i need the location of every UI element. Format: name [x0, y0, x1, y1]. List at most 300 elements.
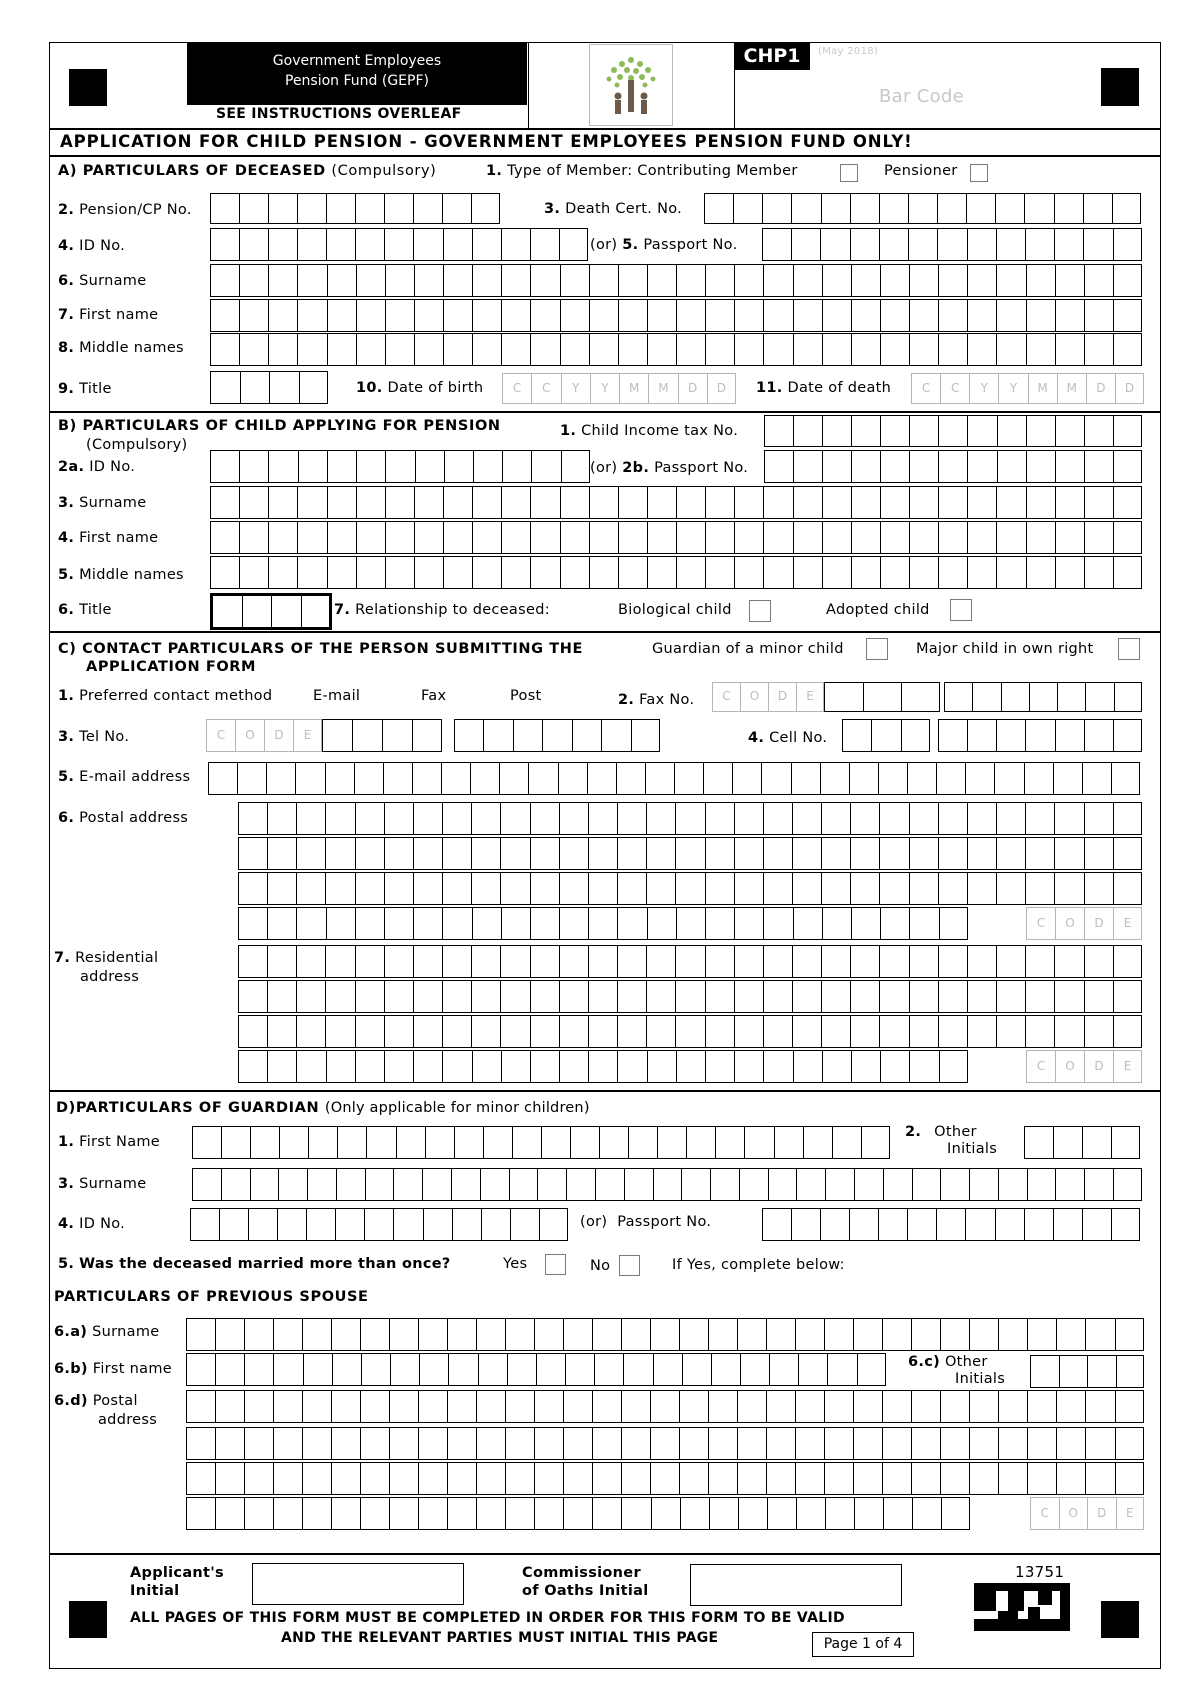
- char-cell[interactable]: [481, 1208, 510, 1241]
- char-cell[interactable]: [299, 371, 329, 404]
- char-cell[interactable]: [589, 264, 618, 297]
- char-cell[interactable]: [355, 945, 384, 978]
- char-cell[interactable]: [880, 486, 909, 519]
- char-cell[interactable]: [302, 1390, 331, 1423]
- char-cell[interactable]: [327, 556, 356, 589]
- char-cell[interactable]: [537, 1168, 566, 1201]
- char-cell[interactable]: O: [740, 682, 768, 712]
- char-cell[interactable]: [273, 1497, 302, 1530]
- char-cell[interactable]: [297, 333, 326, 366]
- char-cell[interactable]: O: [1055, 1050, 1084, 1083]
- char-cell[interactable]: [244, 1318, 273, 1351]
- char-cell[interactable]: [530, 1050, 559, 1083]
- char-cell[interactable]: [879, 802, 908, 835]
- char-cell[interactable]: [530, 872, 559, 905]
- char-cell[interactable]: [796, 1168, 825, 1201]
- char-cell[interactable]: [996, 1015, 1025, 1048]
- char-cell[interactable]: [239, 556, 268, 589]
- char-cell[interactable]: [273, 1353, 302, 1386]
- spouse-postal-address-line2-field[interactable]: [186, 1427, 1144, 1460]
- char-cell[interactable]: [705, 837, 734, 870]
- char-cell[interactable]: [880, 521, 909, 554]
- char-cell[interactable]: [210, 486, 239, 519]
- char-cell[interactable]: [483, 1126, 512, 1159]
- char-cell[interactable]: [1025, 719, 1054, 752]
- char-cell[interactable]: [647, 1050, 676, 1083]
- char-cell[interactable]: [938, 1015, 967, 1048]
- char-cell[interactable]: [418, 1318, 447, 1351]
- char-cell[interactable]: [1084, 450, 1113, 483]
- char-cell[interactable]: [850, 1015, 879, 1048]
- char-cell[interactable]: [879, 837, 908, 870]
- char-cell[interactable]: [763, 333, 792, 366]
- char-cell[interactable]: [414, 556, 443, 589]
- char-cell[interactable]: [1113, 802, 1142, 835]
- fax-code-field[interactable]: [712, 682, 824, 712]
- char-cell[interactable]: [425, 1126, 454, 1159]
- char-cell[interactable]: [851, 299, 880, 332]
- char-cell[interactable]: C: [1026, 1050, 1055, 1083]
- char-cell[interactable]: [268, 193, 297, 224]
- char-cell[interactable]: [1056, 1390, 1085, 1423]
- char-cell[interactable]: [337, 1126, 366, 1159]
- char-cell[interactable]: [766, 1318, 795, 1351]
- char-cell[interactable]: [530, 945, 559, 978]
- char-cell[interactable]: [842, 719, 871, 752]
- char-cell[interactable]: [1115, 1462, 1144, 1495]
- char-cell[interactable]: [360, 1427, 389, 1460]
- char-cell[interactable]: [705, 1015, 734, 1048]
- char-cell[interactable]: [588, 872, 617, 905]
- char-cell[interactable]: [996, 719, 1025, 752]
- char-cell[interactable]: [705, 299, 734, 332]
- char-cell[interactable]: [327, 264, 356, 297]
- char-cell[interactable]: [1056, 1427, 1085, 1460]
- char-cell[interactable]: [883, 1497, 912, 1530]
- married-yes-checkbox[interactable]: [545, 1254, 566, 1275]
- char-cell[interactable]: [563, 1462, 592, 1495]
- char-cell[interactable]: [967, 945, 996, 978]
- char-cell[interactable]: [967, 556, 996, 589]
- char-cell[interactable]: [238, 802, 267, 835]
- char-cell[interactable]: [878, 1208, 907, 1241]
- char-cell[interactable]: [361, 1353, 390, 1386]
- char-cell[interactable]: [676, 556, 705, 589]
- char-cell[interactable]: [1084, 556, 1113, 589]
- char-cell[interactable]: [239, 486, 268, 519]
- char-cell[interactable]: [657, 1126, 686, 1159]
- char-cell[interactable]: [534, 1497, 563, 1530]
- char-cell[interactable]: [385, 450, 414, 483]
- char-cell[interactable]: [938, 264, 967, 297]
- char-cell[interactable]: [499, 762, 528, 795]
- char-cell[interactable]: [617, 907, 646, 940]
- char-cell[interactable]: [734, 556, 763, 589]
- char-cell[interactable]: [364, 1208, 393, 1241]
- child-first-name-field[interactable]: [210, 521, 1142, 554]
- char-cell[interactable]: [909, 837, 938, 870]
- char-cell[interactable]: [302, 1497, 331, 1530]
- char-cell[interactable]: [646, 802, 675, 835]
- char-cell[interactable]: [250, 1126, 279, 1159]
- char-cell[interactable]: [384, 1015, 413, 1048]
- char-cell[interactable]: [647, 333, 676, 366]
- char-cell[interactable]: [675, 980, 704, 1013]
- char-cell[interactable]: [882, 1462, 911, 1495]
- char-cell[interactable]: [1053, 1208, 1082, 1241]
- char-cell[interactable]: [734, 521, 763, 554]
- char-cell[interactable]: [908, 193, 937, 224]
- char-cell[interactable]: [588, 907, 617, 940]
- char-cell[interactable]: [820, 1208, 849, 1241]
- char-cell[interactable]: [793, 299, 822, 332]
- char-cell[interactable]: [250, 1168, 279, 1201]
- char-cell[interactable]: [880, 299, 909, 332]
- char-cell[interactable]: [296, 872, 325, 905]
- char-cell[interactable]: [588, 1015, 617, 1048]
- char-cell[interactable]: [302, 1318, 331, 1351]
- char-cell[interactable]: [500, 1015, 529, 1048]
- char-cell[interactable]: [1055, 415, 1084, 447]
- char-cell[interactable]: [1085, 1318, 1114, 1351]
- char-cell[interactable]: [679, 1427, 708, 1460]
- char-cell[interactable]: [413, 1015, 442, 1048]
- char-cell[interactable]: [221, 1168, 250, 1201]
- char-cell[interactable]: [476, 1390, 505, 1423]
- char-cell[interactable]: [994, 762, 1023, 795]
- char-cell[interactable]: [559, 872, 588, 905]
- commissioner-initial-box[interactable]: [690, 1564, 902, 1606]
- char-cell[interactable]: [442, 1050, 471, 1083]
- child-passport-number-field[interactable]: [764, 450, 1142, 483]
- char-cell[interactable]: [443, 486, 472, 519]
- char-cell[interactable]: [273, 1390, 302, 1423]
- char-cell[interactable]: [592, 1427, 621, 1460]
- char-cell[interactable]: [1114, 682, 1142, 712]
- char-cell[interactable]: [822, 299, 851, 332]
- char-cell[interactable]: [618, 299, 647, 332]
- char-cell[interactable]: [501, 907, 530, 940]
- postal-address-line1-field[interactable]: [238, 802, 1142, 835]
- char-cell[interactable]: [560, 299, 589, 332]
- char-cell[interactable]: [302, 1427, 331, 1460]
- char-cell[interactable]: [296, 1015, 325, 1048]
- char-cell[interactable]: [326, 228, 355, 261]
- char-cell[interactable]: [967, 521, 996, 554]
- char-cell[interactable]: [413, 228, 442, 261]
- char-cell[interactable]: [589, 486, 618, 519]
- char-cell[interactable]: [882, 1390, 911, 1423]
- char-cell[interactable]: [1113, 872, 1142, 905]
- char-cell[interactable]: [212, 595, 242, 628]
- char-cell[interactable]: [413, 872, 442, 905]
- char-cell[interactable]: [911, 1390, 940, 1423]
- char-cell[interactable]: [1025, 945, 1054, 978]
- char-cell[interactable]: [1082, 762, 1111, 795]
- char-cell[interactable]: [471, 1015, 500, 1048]
- char-cell[interactable]: [763, 837, 792, 870]
- char-cell[interactable]: [997, 415, 1026, 447]
- char-cell[interactable]: Y: [998, 373, 1027, 404]
- char-cell[interactable]: [1026, 333, 1055, 366]
- char-cell[interactable]: [365, 1168, 394, 1201]
- char-cell[interactable]: [938, 872, 967, 905]
- char-cell[interactable]: [766, 1427, 795, 1460]
- char-cell[interactable]: [297, 193, 326, 224]
- char-cell[interactable]: [447, 1462, 476, 1495]
- char-cell[interactable]: [355, 802, 384, 835]
- char-cell[interactable]: [1055, 521, 1084, 554]
- char-cell[interactable]: [737, 1462, 766, 1495]
- char-cell[interactable]: [618, 556, 647, 589]
- char-cell[interactable]: [384, 945, 413, 978]
- char-cell[interactable]: [325, 945, 354, 978]
- char-cell[interactable]: O: [1059, 1497, 1088, 1530]
- char-cell[interactable]: [501, 299, 530, 332]
- char-cell[interactable]: [1084, 872, 1113, 905]
- char-cell[interactable]: [680, 1497, 709, 1530]
- char-cell[interactable]: [215, 1427, 244, 1460]
- char-cell[interactable]: [911, 1462, 940, 1495]
- char-cell[interactable]: M: [648, 373, 677, 404]
- char-cell[interactable]: [909, 1050, 938, 1083]
- char-cell[interactable]: [501, 556, 530, 589]
- char-cell[interactable]: [821, 802, 850, 835]
- char-cell[interactable]: [501, 521, 530, 554]
- char-cell[interactable]: [861, 1126, 890, 1159]
- char-cell[interactable]: M: [1057, 373, 1086, 404]
- char-cell[interactable]: M: [619, 373, 648, 404]
- char-cell[interactable]: [385, 521, 414, 554]
- char-cell[interactable]: [967, 486, 996, 519]
- char-cell[interactable]: [763, 872, 792, 905]
- char-cell[interactable]: [384, 228, 413, 261]
- char-cell[interactable]: [909, 333, 938, 366]
- char-cell[interactable]: [513, 719, 542, 752]
- char-cell[interactable]: [791, 1208, 820, 1241]
- char-cell[interactable]: [824, 1462, 853, 1495]
- char-cell[interactable]: [1026, 264, 1055, 297]
- char-cell[interactable]: [476, 1318, 505, 1351]
- char-cell[interactable]: [1113, 1015, 1142, 1048]
- char-cell[interactable]: [1025, 1015, 1054, 1048]
- char-cell[interactable]: C: [502, 373, 531, 404]
- char-cell[interactable]: [530, 980, 559, 1013]
- char-cell[interactable]: [880, 264, 909, 297]
- char-cell[interactable]: [996, 333, 1025, 366]
- char-cell[interactable]: [559, 1015, 588, 1048]
- char-cell[interactable]: [617, 872, 646, 905]
- char-cell[interactable]: [939, 907, 968, 940]
- char-cell[interactable]: [472, 264, 501, 297]
- char-cell[interactable]: [1027, 1318, 1056, 1351]
- char-cell[interactable]: [588, 837, 617, 870]
- char-cell[interactable]: [331, 1427, 360, 1460]
- char-cell[interactable]: [996, 299, 1025, 332]
- char-cell[interactable]: [675, 872, 704, 905]
- char-cell[interactable]: Y: [590, 373, 619, 404]
- char-cell[interactable]: [849, 1208, 878, 1241]
- deceased-passport-number-field[interactable]: [762, 228, 1142, 261]
- char-cell[interactable]: [530, 907, 559, 940]
- char-cell[interactable]: [1085, 1390, 1114, 1423]
- char-cell[interactable]: [909, 802, 938, 835]
- char-cell[interactable]: [995, 1208, 1024, 1241]
- char-cell[interactable]: [650, 1462, 679, 1495]
- char-cell[interactable]: [297, 521, 326, 554]
- char-cell[interactable]: [221, 1126, 250, 1159]
- char-cell[interactable]: [307, 1168, 336, 1201]
- char-cell[interactable]: [705, 872, 734, 905]
- char-cell[interactable]: [530, 1015, 559, 1048]
- char-cell[interactable]: [413, 980, 442, 1013]
- char-cell[interactable]: [882, 1318, 911, 1351]
- char-cell[interactable]: [443, 264, 472, 297]
- char-cell[interactable]: [938, 980, 967, 1013]
- char-cell[interactable]: [384, 907, 413, 940]
- char-cell[interactable]: [500, 872, 529, 905]
- char-cell[interactable]: [480, 1168, 509, 1201]
- char-cell[interactable]: [705, 333, 734, 366]
- char-cell[interactable]: [822, 486, 851, 519]
- char-cell[interactable]: [563, 1390, 592, 1423]
- char-cell[interactable]: [793, 415, 822, 447]
- char-cell[interactable]: [940, 1390, 969, 1423]
- char-cell[interactable]: [795, 1390, 824, 1423]
- char-cell[interactable]: [472, 228, 501, 261]
- char-cell[interactable]: [447, 1427, 476, 1460]
- char-cell[interactable]: [442, 980, 471, 1013]
- char-cell[interactable]: [883, 1168, 912, 1201]
- char-cell[interactable]: [355, 1015, 384, 1048]
- char-cell[interactable]: [911, 1318, 940, 1351]
- char-cell[interactable]: [418, 1497, 447, 1530]
- char-cell[interactable]: [851, 415, 880, 447]
- char-cell[interactable]: [774, 1126, 803, 1159]
- char-cell[interactable]: [854, 1497, 883, 1530]
- char-cell[interactable]: [418, 1427, 447, 1460]
- char-cell[interactable]: [325, 1015, 354, 1048]
- char-cell[interactable]: [268, 299, 297, 332]
- char-cell[interactable]: [589, 299, 618, 332]
- char-cell[interactable]: [793, 907, 822, 940]
- char-cell[interactable]: [820, 762, 849, 795]
- tel-number-part2-field[interactable]: [454, 719, 660, 752]
- char-cell[interactable]: [248, 1208, 277, 1241]
- char-cell[interactable]: [938, 719, 967, 752]
- char-cell[interactable]: [594, 1353, 623, 1386]
- char-cell[interactable]: [1025, 872, 1054, 905]
- char-cell[interactable]: [454, 719, 483, 752]
- char-cell[interactable]: [763, 299, 792, 332]
- char-cell[interactable]: [1025, 228, 1054, 261]
- char-cell[interactable]: [360, 1462, 389, 1495]
- char-cell[interactable]: [215, 1497, 244, 1530]
- char-cell[interactable]: [1054, 228, 1083, 261]
- char-cell[interactable]: [1116, 1355, 1145, 1388]
- char-cell[interactable]: [909, 450, 938, 483]
- char-cell[interactable]: [647, 521, 676, 554]
- char-cell[interactable]: [969, 1318, 998, 1351]
- char-cell[interactable]: [967, 415, 996, 447]
- char-cell[interactable]: [623, 1353, 652, 1386]
- char-cell[interactable]: [880, 415, 909, 447]
- char-cell[interactable]: [821, 1015, 850, 1048]
- char-cell[interactable]: [471, 945, 500, 978]
- char-cell[interactable]: [1026, 415, 1055, 447]
- char-cell[interactable]: [472, 907, 501, 940]
- char-cell[interactable]: [268, 556, 297, 589]
- char-cell[interactable]: [824, 1427, 853, 1460]
- char-cell[interactable]: [737, 1318, 766, 1351]
- char-cell[interactable]: D: [707, 373, 736, 404]
- tel-number-part1-field[interactable]: [322, 719, 442, 752]
- char-cell[interactable]: [267, 1050, 296, 1083]
- char-cell[interactable]: [705, 907, 734, 940]
- death-cert-number-field[interactable]: [704, 193, 1141, 224]
- char-cell[interactable]: [762, 193, 791, 224]
- char-cell[interactable]: [352, 719, 382, 752]
- char-cell[interactable]: [793, 486, 822, 519]
- spouse-postal-code-field[interactable]: [1030, 1497, 1144, 1530]
- char-cell[interactable]: [242, 595, 272, 628]
- char-cell[interactable]: [566, 1168, 595, 1201]
- char-cell[interactable]: [676, 486, 705, 519]
- char-cell[interactable]: [766, 1390, 795, 1423]
- char-cell[interactable]: [501, 264, 530, 297]
- guardian-other-initials-field[interactable]: [1024, 1126, 1140, 1159]
- char-cell[interactable]: [851, 1050, 880, 1083]
- char-cell[interactable]: [539, 1208, 568, 1241]
- char-cell[interactable]: [239, 333, 268, 366]
- char-cell[interactable]: [385, 556, 414, 589]
- char-cell[interactable]: [791, 762, 820, 795]
- char-cell[interactable]: D: [678, 373, 707, 404]
- char-cell[interactable]: [306, 1208, 335, 1241]
- char-cell[interactable]: [763, 802, 792, 835]
- char-cell[interactable]: [443, 333, 472, 366]
- char-cell[interactable]: [210, 299, 239, 332]
- char-cell[interactable]: [531, 450, 560, 483]
- char-cell[interactable]: [389, 1390, 418, 1423]
- char-cell[interactable]: [791, 228, 820, 261]
- spouse-surname-field[interactable]: [186, 1318, 1144, 1351]
- char-cell[interactable]: [1024, 1208, 1053, 1241]
- char-cell[interactable]: [327, 486, 356, 519]
- char-cell[interactable]: [505, 1497, 534, 1530]
- char-cell[interactable]: [909, 415, 938, 447]
- char-cell[interactable]: [1057, 682, 1085, 712]
- char-cell[interactable]: [418, 1462, 447, 1495]
- char-cell[interactable]: [1115, 1427, 1144, 1460]
- char-cell[interactable]: [850, 872, 879, 905]
- char-cell[interactable]: [851, 556, 880, 589]
- char-cell[interactable]: [273, 1427, 302, 1460]
- postal-address-line4-field[interactable]: [238, 907, 968, 940]
- char-cell[interactable]: [500, 980, 529, 1013]
- char-cell[interactable]: [327, 299, 356, 332]
- char-cell[interactable]: [1024, 762, 1053, 795]
- char-cell[interactable]: [588, 802, 617, 835]
- char-cell[interactable]: [1084, 945, 1113, 978]
- char-cell[interactable]: [384, 872, 413, 905]
- char-cell[interactable]: [528, 762, 557, 795]
- char-cell[interactable]: [268, 450, 297, 483]
- char-cell[interactable]: [393, 1208, 422, 1241]
- char-cell[interactable]: [269, 371, 299, 404]
- char-cell[interactable]: [1113, 521, 1142, 554]
- char-cell[interactable]: [325, 837, 354, 870]
